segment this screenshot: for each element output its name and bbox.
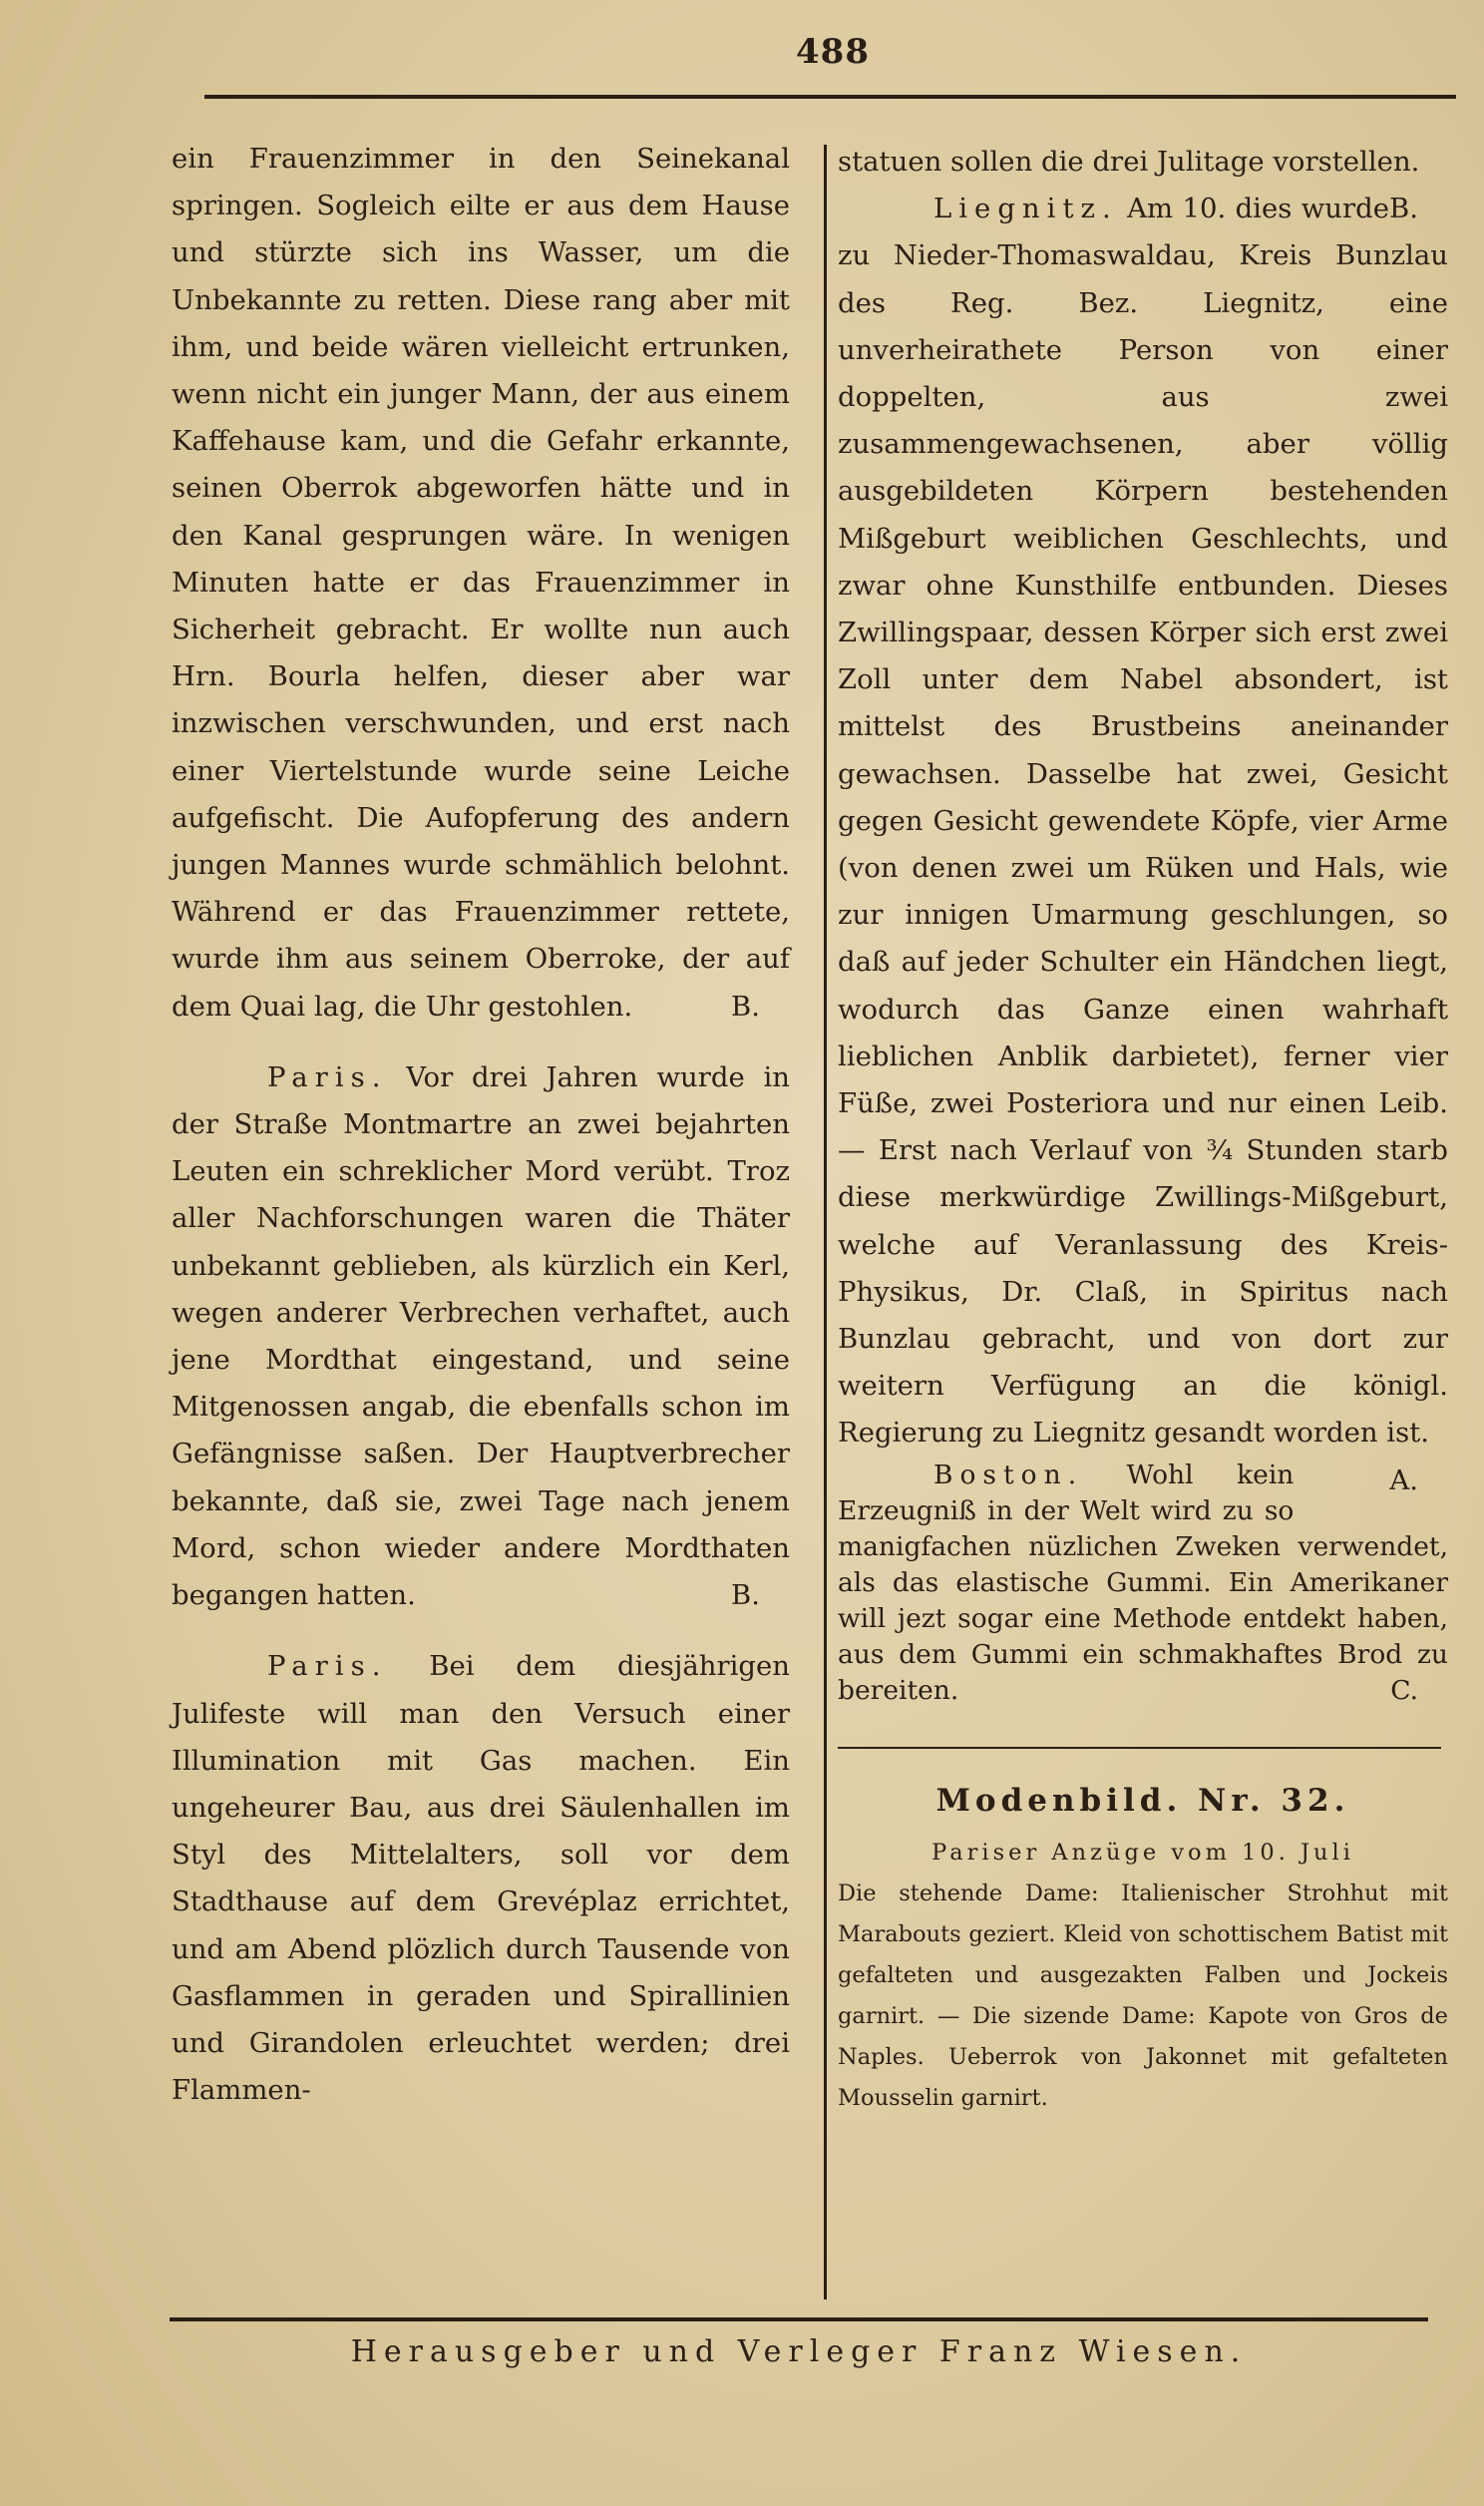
right-column — [838, 139, 1448, 2119]
left-column — [172, 136, 790, 2114]
article-signature: B. — [731, 1579, 760, 1612]
fashion-plate-title: Modenbild. Nr. 32. — [935, 1782, 1350, 1819]
article-signature: A. — [1389, 1463, 1418, 1496]
header-rule — [204, 95, 1456, 99]
article-place: Paris. — [267, 1650, 388, 1683]
column-divider — [824, 145, 827, 2299]
article-text: Am 10. dies wurde zu Nieder-Thomaswaldau, Kreis Bunzlau des Reg. Bez. Liegnitz, eine unverheirathete Person von einer doppelten, aus zwei zusammengewachsenen, aber völlig ausgebildeten Körpern bestehenden Mißgeburt weiblichen Geschlechts, und zwar ohne Kunsthilfe entbunden. Dieses Zwillingspaar, dessen Körper sich erst zwei Zoll unter dem Nabel absondert, ist mittelst des Brustbeins aneinander gewachsen. Dasselbe hat zwei, Gesicht gegen Gesicht gewendete Köpfe, vier Arme (von denen zwei um Rüken und Hals, wie zur innigen Umarmung geschlungen, so daß auf jeder Schulter ein Händchen liegt, wodurch das Ganze einen wahrhaft lieblichen Anblik darbietet), ferner vier Füße, zwei Posteriora und nur einen Leib. — Erst nach Verlauf von ¾ Stunden starb diese merkwürdige Zwillings-Mißgeburt, welche auf Veranlassung des Kreis-Physikus, Dr. Claß, in Spiritus nach Bunzlau gebracht, und von dort zur weitern Verfügung an die königl. Regierung zu Liegnitz gesandt worden ist. — [838, 193, 1448, 1450]
fashion-caption-heading: Pariser Anzüge vom 10. Juli — [931, 1839, 1354, 1866]
article-paris-julifest — [172, 1643, 790, 2114]
article-signature: B. — [1389, 193, 1418, 225]
section-rule — [838, 1747, 1441, 1749]
article-text: Vor drei Jahren wurde in der Straße Montmartre an zwei bejahrten Leuten ein schreklicher Mord verübt. Troz aller Nachforschungen waren die Thäter unbekannt geblieben, als kürzlich ein Kerl, wegen anderer Verbrechen verhaftet, auch jene Mordthat eingestand, und seine Mitgenossen angab, die ebenfalls schon im Gefängnisse saßen. Der Hauptverbrecher bekannte, daß sie, zwei Tage nach jenem Mord, schon wieder andere Mordthaten begangen hatten. — [172, 1060, 790, 1612]
article-text: Wohl kein Erzeugniß in der Welt wird zu so manigfachen nüzlichen Zweken verwendet, als das elastische Gummi. Ein Amerikaner will jezt sogar eine Methode entdekt haben, aus dem Gummi ein schmakhaftes Brod zu bereiten. — [838, 1459, 1448, 1706]
fashion-caption-text: Die stehende Dame: Italienischer Strohhut mit Marabouts geziert. Kleid von schottischem Batist mit gefalteten und ausgezakten Falben und Jockeis garnirt. — Die sizende Dame: Kapote von Gros de Naples. Ueberrok von Jakonnet mit gefalteten Mousselin garnirt. — [838, 1880, 1448, 2111]
footer-rule — [170, 2317, 1428, 2321]
article-signature: B. — [731, 990, 760, 1023]
page-number: 488 — [796, 32, 870, 72]
article-text: statuen sollen die drei Julitage vorstellen. — [838, 146, 1420, 178]
article-text: ein Frauenzimmer in den Seinekanal springen. Sogleich eilte er aus dem Hause und stürzte sich ins Wasser, um die Unbekannte zu retten. Diese rang aber mit ihm, und beide wären vielleicht ertrunken, wenn nicht ein junger Mann, der aus einem Kaffehause kam, und die Gefahr erkannte, seinen Oberrok abgeworfen hätte und in den Kanal gesprungen wäre. In wenigen Minuten hatte er das Frauenzimmer in Sicherheit gebracht. Er wollte nun auch Hrn. Bourla helfen, dieser aber war inzwischen verschwunden, und erst nach einer Viertelstunde wurde seine Leiche aufgefischt. Die Aufopferung des andern jungen Mannes wurde schmählich belohnt. Während er das Frauenzimmer rettete, wurde ihm aus seinem Oberroke, der auf dem Quai lag, die Uhr gestohlen. — [172, 143, 790, 1023]
article-bourla-continuation — [172, 136, 790, 1031]
article-place: Liegnitz. — [933, 193, 1118, 225]
article-signature: C. — [1390, 1674, 1418, 1706]
article-place: Paris. — [267, 1060, 388, 1093]
article-place: Boston. — [933, 1459, 1084, 1490]
fashion-plate-caption — [838, 1833, 1448, 2119]
article-paris-murder — [172, 1054, 790, 1619]
article-text: Bei dem diesjährigen Julifeste will man den Versuch einer Illumination mit Gas machen. Ein ungeheurer Bau, aus drei Säulenhallen im Styl des Mittelalters, soll vor dem Stadthause auf dem Grevéplaz errichtet, und am Abend plözlich durch Tausende von Gasflammen in geraden und Spirallinien und Girandolen erleuchtet werden; drei Flammen- — [172, 1650, 790, 2107]
publisher-footer: Herausgeber und Verleger Franz Wiesen. — [350, 2334, 1248, 2369]
